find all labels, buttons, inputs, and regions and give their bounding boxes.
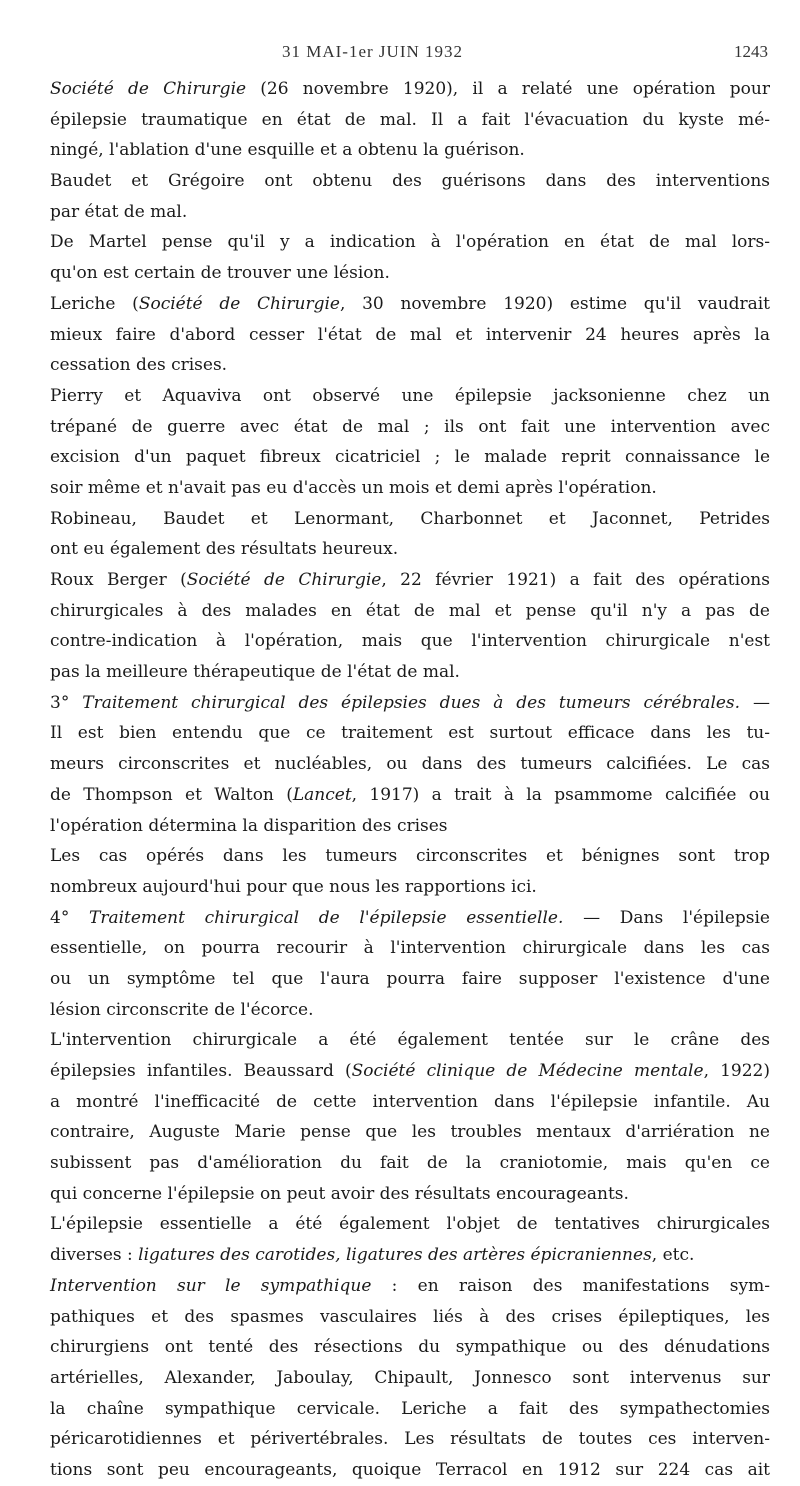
text-run: cessation des crises. xyxy=(50,355,228,376)
text-line xyxy=(50,811,770,842)
text-run: diverses : xyxy=(50,1245,139,1266)
text-line xyxy=(50,657,770,688)
text-run: , 1922) xyxy=(703,1061,770,1081)
text-run: chirurgicales à des malades en état de mal et pense qu'il n'y a pas de xyxy=(50,600,770,621)
text-run: 4° xyxy=(50,907,90,928)
text-run: , 30 novembre 1920) estime qu'il vaudrait xyxy=(339,293,770,314)
text-run: par état de mal. xyxy=(50,201,188,222)
text-run: a montré l'inefficacité de cette intervention dans l'épilepsie infantile. Au xyxy=(50,1091,770,1112)
text-run: contre-indication à l'opération, mais que l'intervention chirurgicale n'est xyxy=(50,631,770,652)
text-run: ont eu également des résultats heureux. xyxy=(50,539,399,560)
text-run: ou un symptôme tel que l'aura pourra faire supposer l'existence d'une xyxy=(50,968,770,989)
text-run: : en raison des manifestations sym- xyxy=(371,1275,770,1296)
italic-run: Lancet xyxy=(292,784,352,805)
text-run: artérielles, Alexander, Jaboulay, Chipault, Jonnesco sont intervenus sur xyxy=(50,1367,770,1388)
text-line xyxy=(50,258,770,289)
text-line xyxy=(50,1025,770,1056)
text-run: excision d'un paquet fibreux cicatriciel ; le malade reprit connaissance le xyxy=(50,447,770,468)
text-run: qui concerne l'épilepsie on peut avoir des résultats encourageants. xyxy=(50,1183,629,1204)
text-run: Les cas opérés dans les tumeurs circonscrites et bénignes sont trop xyxy=(50,846,770,867)
text-run: De Martel pense qu'il y a indication à l'opération en état de mal lors- xyxy=(50,232,770,253)
text-run: Roux Berger ( xyxy=(50,570,187,590)
text-line xyxy=(50,442,770,473)
text-run: pathiques et des spasmes vasculaires liés à des crises épileptiques, les xyxy=(50,1306,770,1327)
text-line xyxy=(50,841,770,872)
text-run: Pierry et Aquaviva ont observé une épilepsie jacksonienne chez un xyxy=(50,385,770,406)
italic-run: Société de Chirurgie xyxy=(138,293,340,314)
text-line xyxy=(50,504,770,535)
text-line xyxy=(50,412,770,443)
text-run: meurs circonscrites et nucléables, ou dans des tumeurs calcifiées. Le cas xyxy=(50,754,770,775)
text-line xyxy=(50,1302,770,1333)
text-line xyxy=(50,1332,770,1363)
text-run: pas la meilleure thérapeutique de l'état de mal. xyxy=(50,662,460,683)
text-line xyxy=(50,1363,770,1394)
text-line xyxy=(50,473,770,504)
text-line xyxy=(50,565,770,596)
text-line xyxy=(50,780,770,811)
text-run: qu'on est certain de trouver une lésion. xyxy=(50,263,390,284)
text-line xyxy=(50,1117,770,1148)
text-line xyxy=(50,995,770,1026)
text-run: trépané de guerre avec état de mal ; ils ont fait une intervention avec xyxy=(50,416,770,437)
text-line xyxy=(50,903,770,934)
text-run: Robineau, Baudet et Lenormant, Charbonnet et Jaconnet, Petrides xyxy=(50,508,770,529)
text-line xyxy=(50,227,770,258)
text-line xyxy=(50,1424,770,1455)
text-run: — Dans l'épilepsie xyxy=(563,907,770,928)
text-run: contraire, Auguste Marie pense que les troubles mentaux d'arriération ne xyxy=(50,1122,770,1143)
text-line xyxy=(50,1209,770,1240)
text-run: Baudet et Grégoire ont obtenu des guérisons dans des interventions xyxy=(50,171,770,192)
text-line xyxy=(50,1179,770,1210)
text-run: épilepsie traumatique en état de mal. Il a fait l'évacuation du kyste mé- xyxy=(50,109,770,130)
text-run: épilepsies infantiles. Beaussard ( xyxy=(50,1061,352,1081)
text-run: , etc. xyxy=(651,1245,695,1266)
header-date: 31 MAI-1er JUIN 1932 xyxy=(282,42,464,61)
body-text xyxy=(50,74,770,1486)
text-line xyxy=(50,1240,770,1271)
text-line xyxy=(50,350,770,381)
text-line xyxy=(50,381,770,412)
text-line xyxy=(50,1394,770,1425)
italic-run: ligatures des carotides, ligatures des artères épicraniennes xyxy=(138,1245,652,1266)
text-run: de Thompson et Walton ( xyxy=(50,784,293,805)
text-line xyxy=(50,718,770,749)
text-run: L'épilepsie essentielle a été également l'objet de tentatives chirurgicales xyxy=(50,1214,770,1235)
text-run: mieux faire d'abord cesser l'état de mal et intervenir 24 heures après la xyxy=(50,324,770,345)
text-line xyxy=(50,872,770,903)
italic-run: Traitement chirurgical des épilepsies dues à des tumeurs cérébrales. xyxy=(82,692,741,713)
text-line xyxy=(50,964,770,995)
text-run: 3° xyxy=(50,692,83,713)
text-run: la chaîne sympathique cervicale. Leriche a fait des sympathectomies xyxy=(50,1398,770,1419)
italic-run: Intervention sur le sympathique xyxy=(50,1275,372,1296)
text-line xyxy=(50,933,770,964)
text-line xyxy=(50,135,770,166)
italic-run: Société clinique de Médecine mentale xyxy=(351,1061,704,1081)
text-run: — xyxy=(740,692,770,713)
text-run: L'intervention chirurgicale a été également tentée sur le crâne des xyxy=(50,1030,770,1051)
text-run: l'opération détermina la disparition des crises xyxy=(50,815,448,836)
text-line xyxy=(50,105,770,136)
text-run: soir même et n'avait pas eu d'accès un mois et demi après l'opération. xyxy=(50,477,657,498)
text-run: subissent pas d'amélioration du fait de la craniotomie, mais qu'en ce xyxy=(50,1153,770,1174)
text-line xyxy=(50,1056,770,1087)
text-line xyxy=(50,1148,770,1179)
text-run: chirurgiens ont tenté des résections du sympathique ou des dénudations xyxy=(50,1337,770,1358)
text-line xyxy=(50,596,770,627)
text-line xyxy=(50,74,770,105)
text-run: , 22 février 1921) a fait des opérations xyxy=(381,570,770,590)
italic-run: Traitement chirurgical de l'épilepsie essentielle. xyxy=(89,907,564,928)
text-run: essentielle, on pourra recourir à l'intervention chirurgicale dans les cas xyxy=(50,938,770,959)
text-run: lésion circonscrite de l'écorce. xyxy=(50,999,314,1020)
text-line xyxy=(50,1455,770,1486)
text-line xyxy=(50,1271,770,1302)
text-run: péricarotidiennes et périvertébrales. Les résultats de toutes ces interven- xyxy=(50,1429,770,1450)
text-line xyxy=(50,197,770,228)
italic-run: Société de Chirurgie xyxy=(50,79,247,99)
text-line xyxy=(50,749,770,780)
text-line xyxy=(50,166,770,197)
text-run: tions sont peu encourageants, quoique Terracol en 1912 sur 224 cas ait xyxy=(50,1459,770,1480)
text-line xyxy=(50,289,770,320)
text-run: (26 novembre 1920), il a relaté une opération pour xyxy=(246,79,770,99)
text-run: , 1917) a trait à la psammome calcifiée ou xyxy=(351,784,770,805)
text-line xyxy=(50,320,770,351)
text-run: nombreux aujourd'hui pour que nous les rapportions ici. xyxy=(50,876,537,897)
text-run: ningé, l'ablation d'une esquille et a obtenu la guérison. xyxy=(50,140,525,161)
running-header xyxy=(0,42,800,66)
text-run: Il est bien entendu que ce traitement est surtout efficace dans les tu- xyxy=(50,723,770,744)
page-number: 1243 xyxy=(734,42,768,61)
text-run: Leriche ( xyxy=(50,293,139,314)
italic-run: Société de Chirurgie xyxy=(186,570,382,590)
text-line xyxy=(50,688,770,719)
text-line xyxy=(50,626,770,657)
text-line xyxy=(50,534,770,565)
text-line xyxy=(50,1087,770,1118)
